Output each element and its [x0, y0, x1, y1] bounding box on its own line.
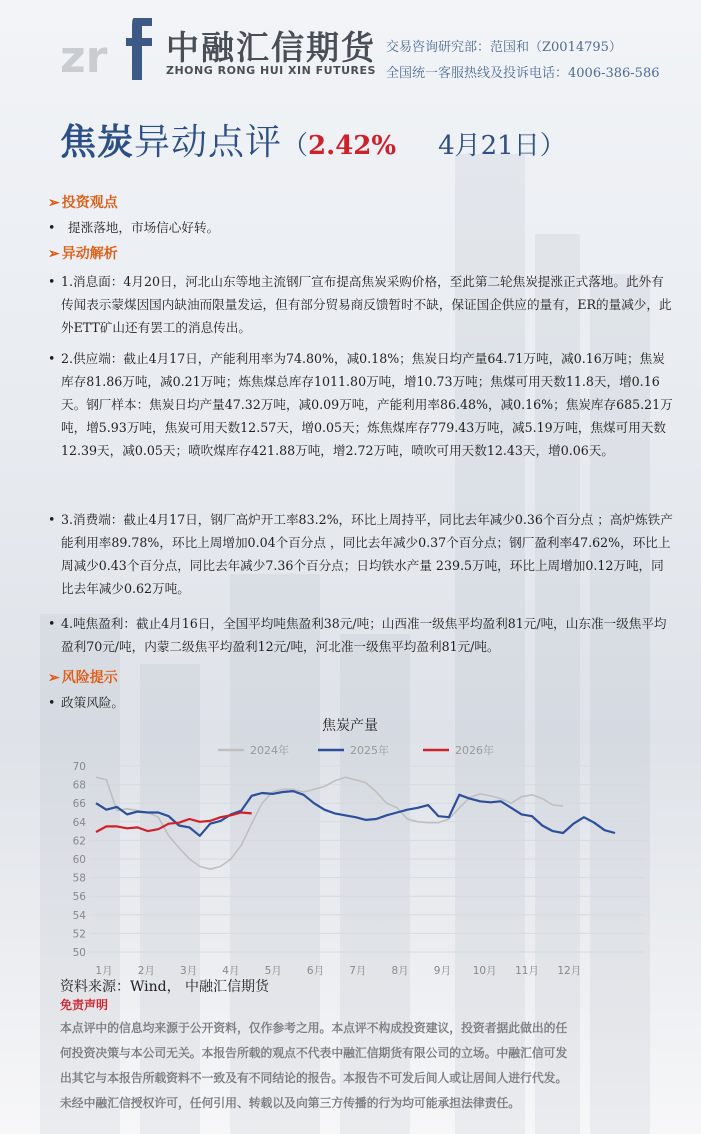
legend-label: 2025年	[350, 744, 389, 757]
list-item: • 政策风险。	[48, 691, 673, 714]
y-tick-label: 68	[72, 779, 86, 792]
chart-title: 焦炭产量	[322, 718, 378, 734]
disclaimer-line: 何投资决策与本公司无关。本报告所载的观点不代表中融汇信期货有限公司的立场。中融汇信可发	[60, 1046, 568, 1060]
x-tick-label: 5月	[264, 965, 282, 977]
bullet-icon: •	[48, 512, 56, 527]
bullet-icon: •	[48, 695, 56, 710]
header	[0, 0, 701, 92]
series-line	[96, 791, 615, 836]
y-tick-label: 62	[72, 835, 86, 848]
bullet-icon: •	[48, 616, 56, 631]
title-product: 焦炭	[60, 121, 135, 163]
list-item: • 3.消费端：截止4月17日，钢厂高炉开工率83.2%，环比上周持平，同比去年减少0.36个百分点 ；高炉炼铁产能利用率89.78%，环比上周增加0.04个百分点 ，同比去年减少0.37个百分点；钢厂盈利率47.62%，环比上周减少0.43个百分点，同比去年减少7.36个百分点；日均铁水产量 239.5万吨，环比上周增加0.12万吨，同比去年减少0.62万吨。	[48, 508, 673, 600]
bullet-icon: •	[48, 351, 56, 366]
section-heading-risk: ➢ 风险提示	[48, 670, 118, 686]
logo-english-name: ZHONG RONG HUI XIN FUTURES	[166, 64, 376, 77]
arrow-icon: ➢	[48, 246, 60, 262]
x-tick-label: 3月	[180, 965, 198, 977]
arrow-icon: ➢	[48, 670, 60, 686]
x-tick-label: 4月	[222, 965, 240, 977]
disclaimer-line: 出其它与本报告所载资料不一致及有不同结论的报告。本报告不可发后间人或让居间人进行代发。	[60, 1071, 568, 1085]
list-item: • 2.供应端：截止4月17日，产能利用率为74.80%，减0.18%；焦炭日均产量64.71万吨，减0.16万吨；焦炭库存81.86万吨，减0.21万吨；炼焦煤总库存1011.80万吨，增10.73万吨；焦煤可用天数11.8天，增0.16天。钢厂样本：焦炭日均产量47.32万吨，减0.09万吨，产能利用率86.48%，减0.16%；焦炭库存685.21万吨，增5.93万吨，焦炭可用天数12.57天，增0.05天；炼焦煤库存779.43万吨，减5.19万吨，焦煤可用天数12.39天，减0.05天；喷吹煤库存421.88万吨，增2.72万吨，喷吹可用天数12.43天，增0.06天。	[48, 347, 673, 462]
y-tick-label: 66	[72, 798, 86, 811]
x-tick-label: 9月	[433, 965, 451, 977]
company-logo-icon	[60, 10, 160, 80]
section-heading-view: ➢ 投资观点	[48, 195, 118, 211]
disclaimer-line: 未经中融汇信授权许可，任何引用、转载以及向第三方传播的行为均可能承担法律责任。	[60, 1096, 521, 1110]
logo-chinese-name: 中融汇信期货	[166, 28, 376, 67]
x-tick-label: 11月	[515, 965, 539, 977]
legend-label: 2026年	[455, 744, 494, 757]
disclaimer-line: 本点评中的信息均来源于公开资料，仅作参考之用。本点评不构成投资建议，投资者据此做出的任	[60, 1021, 568, 1035]
legend-label: 2024年	[250, 744, 289, 757]
title-paren-close: ）	[539, 131, 566, 161]
bullet-icon: •	[48, 220, 56, 235]
contact-hotline: 全国统一客服热线及投诉电话：4006-386-586	[386, 66, 660, 81]
contact-department: 交易咨询研究部：范国和（Z0014795）	[386, 40, 622, 55]
bullet-icon: •	[48, 274, 56, 289]
title-date: 4月21日	[438, 131, 540, 161]
title-type: 异动点评	[134, 122, 283, 163]
y-tick-label: 58	[72, 872, 86, 885]
x-tick-label: 12月	[557, 965, 582, 977]
title-paren-open: （	[282, 131, 309, 161]
section-heading-analysis: ➢ 异动解析	[48, 246, 118, 262]
disclaimer-text	[60, 1016, 650, 1116]
y-tick-label: 54	[72, 909, 86, 922]
series-line	[96, 777, 563, 869]
data-source: 资料来源：Wind， 中融汇信期货	[60, 979, 270, 995]
x-tick-label: 1月	[95, 965, 113, 977]
y-tick-label: 50	[72, 947, 86, 959]
list-item: • 1.消息面：4月20日，河北山东等地主流钢厂宣布提高焦炭采购价格，至此第二轮焦炭提涨正式落地。此外有传闻表示蒙煤因国内缺油而限量发运，但有部分贸易商反馈暂时不缺，保证国企供应的量有，ER的量减少，此外ETT矿山还有罢工的消息传出。	[48, 270, 673, 339]
x-tick-label: 10月	[472, 965, 497, 977]
list-item: • 4.吨焦盈利：截止4月16日，全国平均吨焦盈利38元/吨；山西准一级焦平均盈利81元/吨，山东准一级焦平均盈利70元/吨，内蒙二级焦平均盈利12元/吨，河北准一级焦平均盈利81元/吨。	[48, 612, 673, 658]
y-tick-label: 60	[72, 854, 86, 866]
y-tick-label: 52	[72, 928, 86, 941]
list-item: • 提涨落地，市场信心好转。	[48, 216, 673, 239]
arrow-icon: ➢	[48, 195, 60, 211]
disclaimer-title: 免责声明	[60, 998, 109, 1012]
svg-text:zr: zr	[60, 32, 108, 80]
y-tick-label: 64	[72, 816, 86, 829]
x-tick-label: 6月	[306, 965, 325, 977]
y-tick-label: 70	[72, 761, 86, 773]
y-tick-label: 56	[72, 891, 86, 904]
x-tick-label: 2月	[137, 965, 155, 977]
title-change-percent: 2.42%	[308, 131, 397, 161]
x-tick-label: 7月	[349, 965, 367, 977]
x-tick-label: 8月	[391, 965, 409, 977]
page-title	[60, 114, 566, 165]
coke-output-chart	[60, 712, 650, 980]
